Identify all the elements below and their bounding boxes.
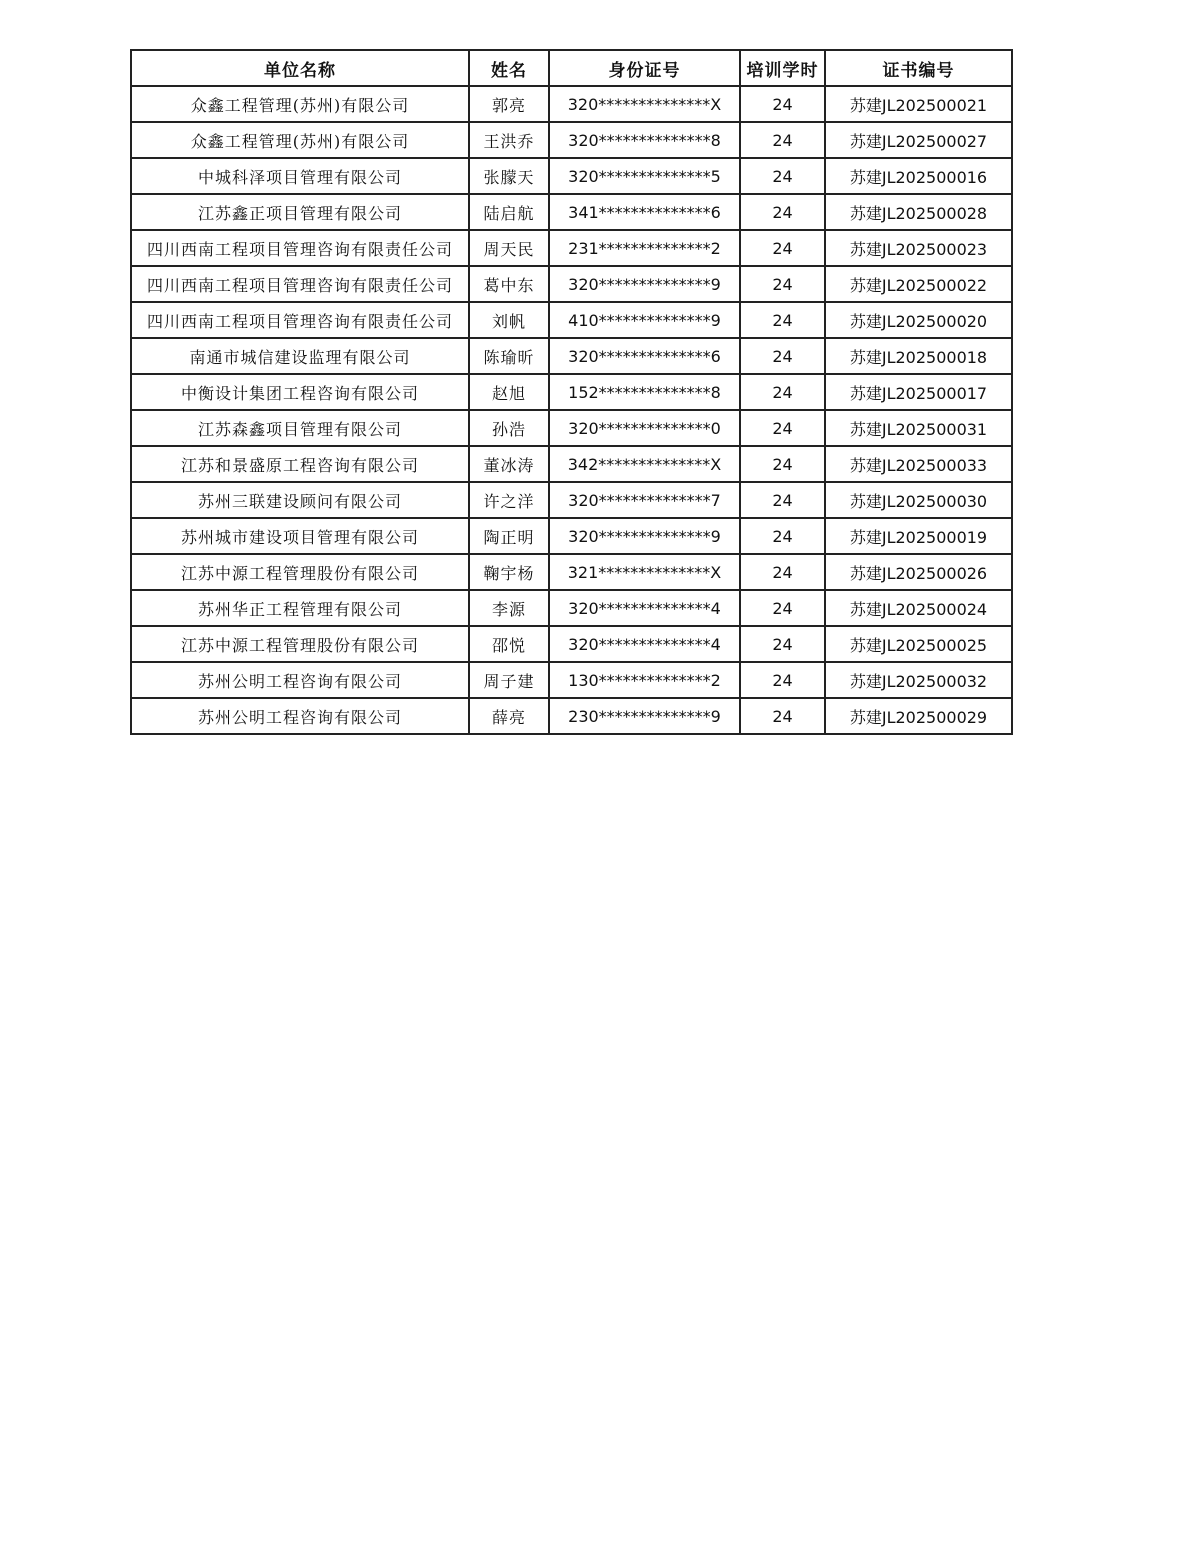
table-row	[131, 590, 1012, 626]
cell-training-hours: 24	[740, 446, 825, 482]
cell-unit: 苏州公明工程咨询有限公司	[131, 662, 469, 698]
header-row	[131, 50, 1012, 86]
cell-name: 许之洋	[469, 482, 549, 518]
cell-training-hours: 24	[740, 230, 825, 266]
cell-certificate-number: 苏建JL202500030	[825, 482, 1012, 518]
header-id: 身份证号	[549, 50, 740, 86]
cell-id-number: 320**************X	[549, 86, 740, 122]
cell-name: 董冰涛	[469, 446, 549, 482]
cell-id-number: 320**************6	[549, 338, 740, 374]
cell-unit: 江苏和景盛原工程咨询有限公司	[131, 446, 469, 482]
cell-id-number: 342**************X	[549, 446, 740, 482]
cell-unit: 四川西南工程项目管理咨询有限责任公司	[131, 266, 469, 302]
cell-training-hours: 24	[740, 410, 825, 446]
header-unit: 单位名称	[131, 50, 469, 86]
cell-certificate-number: 苏建JL202500019	[825, 518, 1012, 554]
cell-name: 陶正明	[469, 518, 549, 554]
table-body	[131, 86, 1012, 734]
cell-id-number: 320**************5	[549, 158, 740, 194]
cell-name: 鞠宇杨	[469, 554, 549, 590]
cell-id-number: 341**************6	[549, 194, 740, 230]
cell-id-number: 152**************8	[549, 374, 740, 410]
cell-id-number: 321**************X	[549, 554, 740, 590]
cell-certificate-number: 苏建JL202500023	[825, 230, 1012, 266]
cell-name: 周子建	[469, 662, 549, 698]
header-name: 姓名	[469, 50, 549, 86]
table-row	[131, 266, 1012, 302]
cell-name: 邵悦	[469, 626, 549, 662]
cell-unit: 苏州公明工程咨询有限公司	[131, 698, 469, 734]
cell-name: 孙浩	[469, 410, 549, 446]
table-row	[131, 626, 1012, 662]
table-row	[131, 122, 1012, 158]
cell-id-number: 320**************4	[549, 590, 740, 626]
cell-certificate-number: 苏建JL202500032	[825, 662, 1012, 698]
table-row	[131, 230, 1012, 266]
cell-certificate-number: 苏建JL202500031	[825, 410, 1012, 446]
cell-training-hours: 24	[740, 302, 825, 338]
table-header	[131, 50, 1012, 86]
cell-certificate-number: 苏建JL202500025	[825, 626, 1012, 662]
cell-id-number: 130**************2	[549, 662, 740, 698]
cell-name: 赵旭	[469, 374, 549, 410]
cell-unit: 中城科泽项目管理有限公司	[131, 158, 469, 194]
cell-training-hours: 24	[740, 698, 825, 734]
cell-certificate-number: 苏建JL202500017	[825, 374, 1012, 410]
cell-training-hours: 24	[740, 482, 825, 518]
cell-certificate-number: 苏建JL202500021	[825, 86, 1012, 122]
cell-unit: 江苏中源工程管理股份有限公司	[131, 626, 469, 662]
cell-training-hours: 24	[740, 518, 825, 554]
cell-training-hours: 24	[740, 626, 825, 662]
cell-id-number: 410**************9	[549, 302, 740, 338]
cell-name: 郭亮	[469, 86, 549, 122]
table-row	[131, 410, 1012, 446]
cell-id-number: 231**************2	[549, 230, 740, 266]
cell-id-number: 320**************7	[549, 482, 740, 518]
cell-unit: 南通市城信建设监理有限公司	[131, 338, 469, 374]
table-row	[131, 662, 1012, 698]
table-row	[131, 554, 1012, 590]
cell-certificate-number: 苏建JL202500029	[825, 698, 1012, 734]
cell-unit: 苏州三联建设顾问有限公司	[131, 482, 469, 518]
cell-certificate-number: 苏建JL202500026	[825, 554, 1012, 590]
cell-name: 陈瑜昕	[469, 338, 549, 374]
cell-training-hours: 24	[740, 590, 825, 626]
table-row	[131, 374, 1012, 410]
cell-id-number: 320**************9	[549, 266, 740, 302]
cell-certificate-number: 苏建JL202500028	[825, 194, 1012, 230]
cell-unit: 四川西南工程项目管理咨询有限责任公司	[131, 302, 469, 338]
cell-training-hours: 24	[740, 338, 825, 374]
cell-certificate-number: 苏建JL202500033	[825, 446, 1012, 482]
cell-training-hours: 24	[740, 662, 825, 698]
table-row	[131, 86, 1012, 122]
header-hours: 培训学时	[740, 50, 825, 86]
table-row	[131, 338, 1012, 374]
training-roster-table	[130, 49, 1013, 735]
cell-training-hours: 24	[740, 194, 825, 230]
cell-unit: 四川西南工程项目管理咨询有限责任公司	[131, 230, 469, 266]
cell-name: 王洪乔	[469, 122, 549, 158]
header-cert: 证书编号	[825, 50, 1012, 86]
cell-training-hours: 24	[740, 374, 825, 410]
cell-certificate-number: 苏建JL202500022	[825, 266, 1012, 302]
table-row	[131, 482, 1012, 518]
cell-certificate-number: 苏建JL202500018	[825, 338, 1012, 374]
cell-name: 葛中东	[469, 266, 549, 302]
table-row	[131, 158, 1012, 194]
cell-training-hours: 24	[740, 158, 825, 194]
table-row	[131, 446, 1012, 482]
table-row	[131, 194, 1012, 230]
cell-id-number: 320**************9	[549, 518, 740, 554]
cell-name: 陆启航	[469, 194, 549, 230]
cell-certificate-number: 苏建JL202500027	[825, 122, 1012, 158]
cell-name: 张朦天	[469, 158, 549, 194]
cell-unit: 江苏森鑫项目管理有限公司	[131, 410, 469, 446]
cell-unit: 江苏中源工程管理股份有限公司	[131, 554, 469, 590]
cell-name: 李源	[469, 590, 549, 626]
cell-unit: 众鑫工程管理(苏州)有限公司	[131, 122, 469, 158]
cell-name: 刘帆	[469, 302, 549, 338]
cell-unit: 江苏鑫正项目管理有限公司	[131, 194, 469, 230]
cell-name: 薛亮	[469, 698, 549, 734]
cell-name: 周天民	[469, 230, 549, 266]
cell-id-number: 320**************8	[549, 122, 740, 158]
table-row	[131, 302, 1012, 338]
cell-id-number: 230**************9	[549, 698, 740, 734]
cell-training-hours: 24	[740, 554, 825, 590]
table-row	[131, 698, 1012, 734]
cell-certificate-number: 苏建JL202500024	[825, 590, 1012, 626]
cell-unit: 苏州城市建设项目管理有限公司	[131, 518, 469, 554]
cell-id-number: 320**************0	[549, 410, 740, 446]
cell-training-hours: 24	[740, 122, 825, 158]
cell-id-number: 320**************4	[549, 626, 740, 662]
cell-certificate-number: 苏建JL202500020	[825, 302, 1012, 338]
cell-training-hours: 24	[740, 266, 825, 302]
cell-unit: 中衡设计集团工程咨询有限公司	[131, 374, 469, 410]
cell-certificate-number: 苏建JL202500016	[825, 158, 1012, 194]
cell-training-hours: 24	[740, 86, 825, 122]
table-row	[131, 518, 1012, 554]
cell-unit: 众鑫工程管理(苏州)有限公司	[131, 86, 469, 122]
cell-unit: 苏州华正工程管理有限公司	[131, 590, 469, 626]
